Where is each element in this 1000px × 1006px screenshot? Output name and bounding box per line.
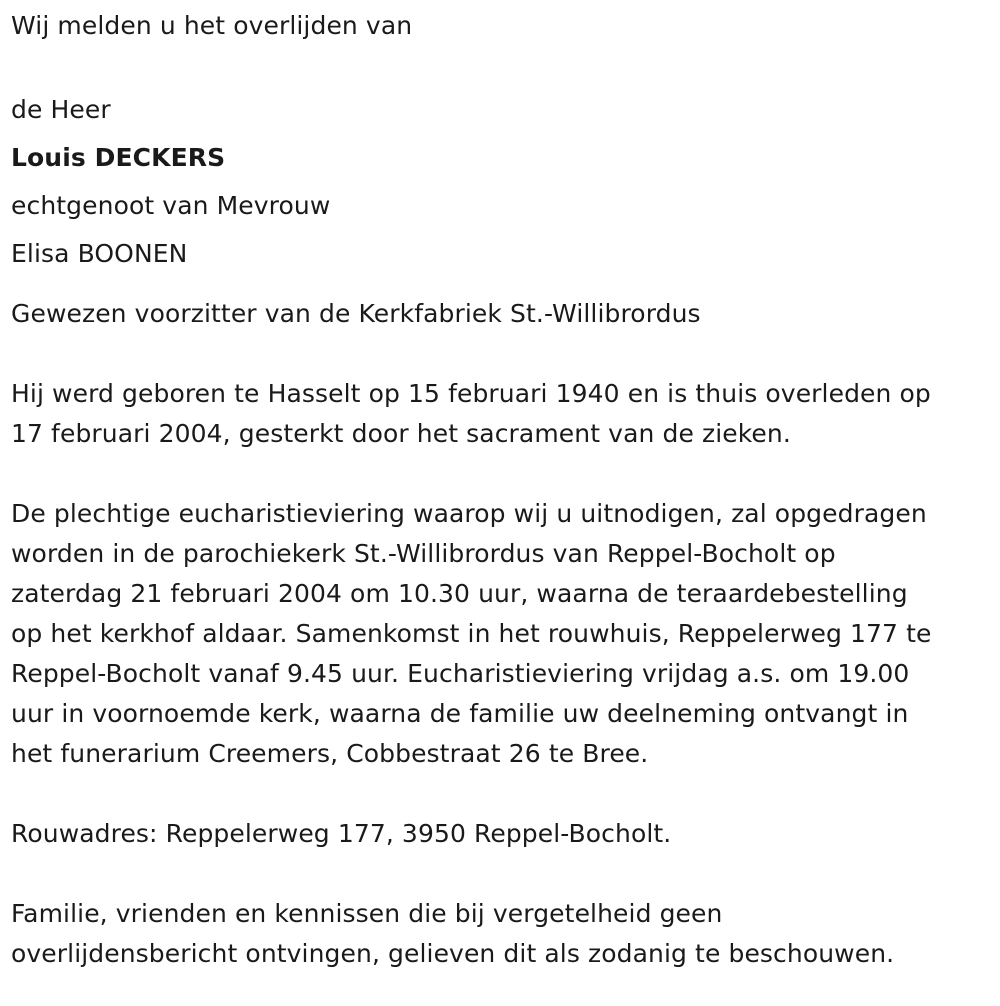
closing-paragraph xyxy=(11,894,991,974)
spouse-name: Elisa BOONEN xyxy=(11,239,188,268)
paragraph-line: op het kerkhof aldaar. Samenkomst in het rouwhuis, Reppelerweg 177 te xyxy=(11,619,932,648)
paragraph-line: Hij werd geboren te Hasselt op 15 februari 1940 en is thuis overleden op xyxy=(11,379,931,408)
title-text: de Heer xyxy=(11,95,111,124)
paragraph-line: 17 februari 2004, gesterkt door het sacrament van de zieken. xyxy=(11,419,791,448)
birth-death-paragraph xyxy=(11,374,991,454)
paragraph-line: zaterdag 21 februari 2004 om 10.30 uur, waarna de teraardebestelling xyxy=(11,579,908,608)
paragraph-line: De plechtige eucharistieviering waarop wij u uitnodigen, zal opgedragen xyxy=(11,499,927,528)
paragraph-line: Reppel-Bocholt vanaf 9.45 uur. Eucharistieviering vrijdag a.s. om 19.00 xyxy=(11,659,910,688)
role-text: Gewezen voorzitter van de Kerkfabriek St.-Willibrordus xyxy=(11,299,701,328)
intro-text: Wij melden u het overlijden van xyxy=(11,11,413,40)
paragraph-line: uur in voornoemde kerk, waarna de familie uw deelneming ontvangt in xyxy=(11,699,909,728)
address-text: Rouwadres: Reppelerweg 177, 3950 Reppel-Bocholt. xyxy=(11,819,672,848)
paragraph-line: het funerarium Creemers, Cobbestraat 26 te Bree. xyxy=(11,739,649,768)
paragraph-line: overlijdensbericht ontvingen, gelieven dit als zodanig te beschouwen. xyxy=(11,939,895,968)
role-paragraph xyxy=(11,294,991,334)
paragraph-line: worden in de parochiekerk St.-Willibrordus van Reppel-Bocholt op xyxy=(11,539,836,568)
deceased-name: Louis DECKERS xyxy=(11,143,226,172)
death-notice xyxy=(11,0,991,974)
address-paragraph xyxy=(11,814,991,854)
deceased-block xyxy=(11,86,991,278)
paragraph-line: Familie, vrienden en kennissen die bij vergetelheid geen xyxy=(11,899,723,928)
spouse-line: echtgenoot van Mevrouw xyxy=(11,191,331,220)
ceremony-paragraph xyxy=(11,494,991,774)
